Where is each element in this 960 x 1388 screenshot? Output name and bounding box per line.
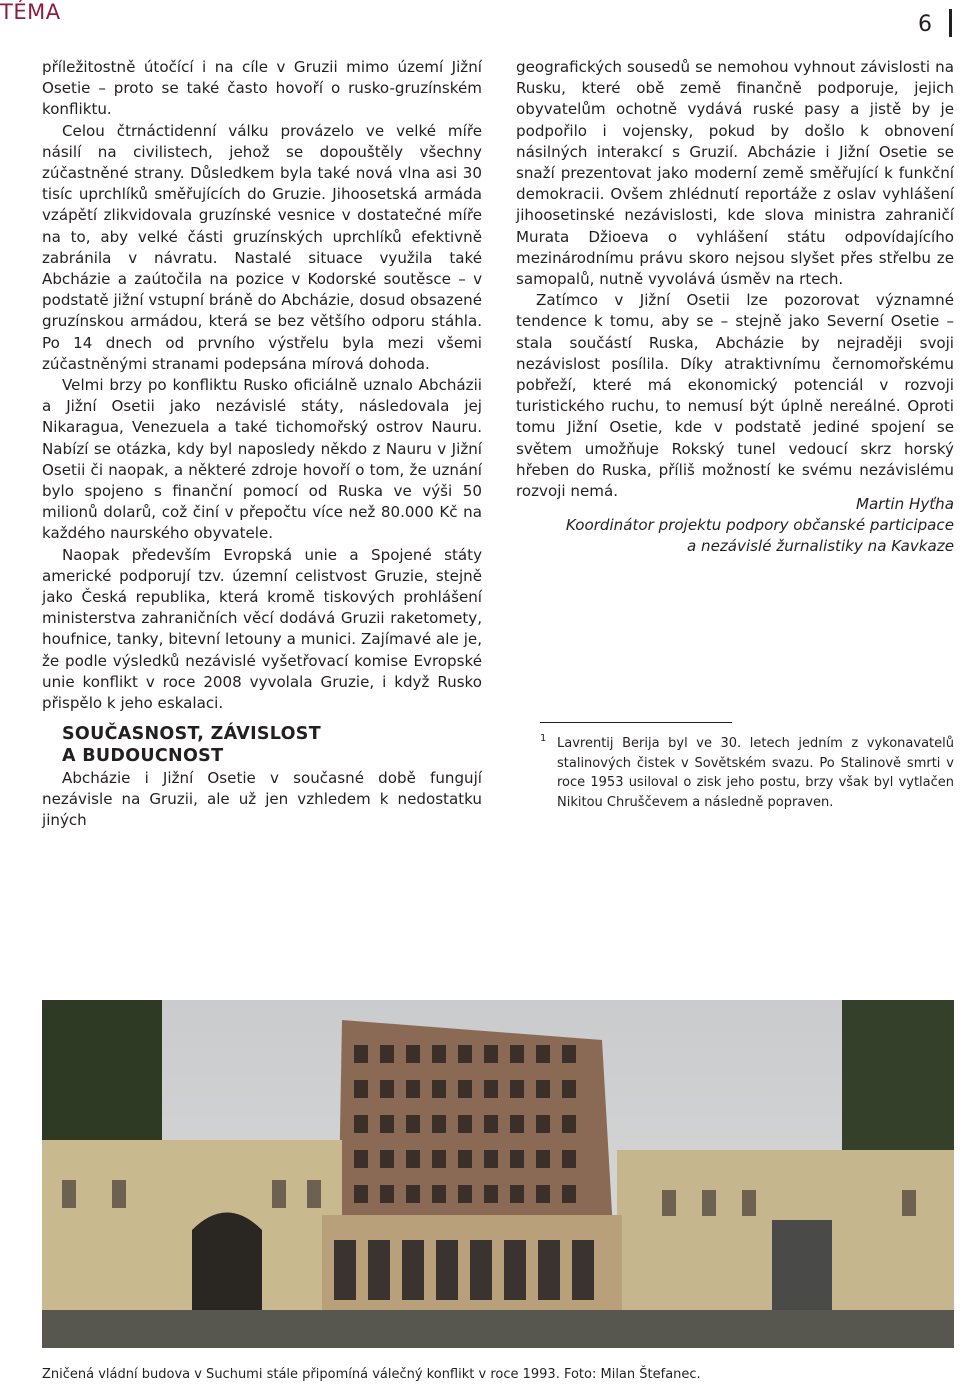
page-number-bar	[949, 9, 952, 37]
paragraph: Zatímco v Jižní Osetii lze pozorovat významné tendence k tomu, aby se – stejně jako Severní Osetie – stala součástí Ruska, Abcházie by nejraději svoji nezávislost posílila. Díky atraktivnímu černomořskému pobřeží, které má ekonomický potenciál v rozvoji turistického ruchu, to nemusí být úplně nereálné. Oproti tomu Jižní Osetie, kde v podstatě jediné spojení se světem umožňuje Rokský tunel vedoucí skrz horský hřeben do Ruska, příliš možností ke svému nezávislému rozvoji nemá.	[516, 291, 954, 501]
footnote-marker: 1	[540, 733, 547, 744]
paragraph: geografických sousedů se nemohou vyhnout závislosti na Rusku, které obě země finančně podporuje, jejich obyvatelům ochotně vydává ruské pasy a jistě by je podpořilo i vojensky, pokud by došlo k obnovení násilných interakcí s Gruzií. Abcházie i Jižní Osetie se snaží prezentovat jako moderní země směřující k funkční demokracii. Ovšem zhlédnutí reportáže z oslav vyhlášení jihoosetinské nezávislosti, kde slova ministra zahraničí Murata Džioeva o vyhlášení státu odpovídajícího mezinárodnímu právu skoro nejsou slyšet přes střelbu ze samopalů, nutně vyvolává úsměv na rtech.	[516, 58, 954, 289]
paragraph: příležitostně útočící i na cíle v Gruzii mimo území Jižní Osetie – proto se také často hovoří o rusko-gruzínském konfliktu.	[42, 58, 482, 119]
footnote-rule	[540, 722, 732, 723]
section-heading-line: SOUČASNOST, ZÁVISLOST	[62, 724, 321, 744]
footnote-text: Lavrentij Berija byl ve 30. letech jedním z vykonavatelů stalinových čistek v Sovětském svazu. Po Stalinově smrti v roce 1953 usiloval o zisk jeho postu, brzy však byl vytlačen Nikitou Chruščevem a následně popraven.	[557, 736, 954, 810]
trees-left	[42, 1000, 162, 1150]
ground	[42, 1310, 954, 1348]
author-role: Koordinátor projektu podpory občanské participace	[565, 516, 954, 535]
left-column	[42, 57, 482, 714]
author-name: Martin Hyťha	[856, 495, 954, 513]
author-role: a nezávislé žurnalistiky na Kavkaze	[686, 537, 954, 556]
page-number: 6	[918, 12, 932, 37]
paragraph: Abcházie i Jižní Osetie v současné době fungují nezávisle na Gruzii, ale už jen vzhledem k nedostatku jiných	[42, 769, 482, 830]
section-label: TÉMA	[0, 0, 61, 24]
monument	[772, 1220, 832, 1310]
footnote	[540, 734, 954, 812]
arched-gate	[192, 1213, 262, 1311]
section-heading	[62, 723, 462, 767]
photo-ruined-building	[42, 1000, 954, 1348]
section-heading-line: A BUDOUCNOST	[62, 746, 224, 766]
trees-right	[842, 1000, 954, 1150]
section-body	[42, 768, 482, 832]
paragraph: Naopak především Evropská unie a Spojené státy americké podporují tzv. územní celistvost Gruzie, stejně jako Česká republika, která kromě tiskových prohlášení ministerstva zahraničních věcí dodává Gruzii raketomety, houfnice, tanky, bitevní letouny a munici. Zajímavé ale je, že podle výsledků nezávislé vyšetřovací komise Evropské unie konflikt v roce 2008 vyvolala Gruzie, i když Rusko přispělo k jeho eskalaci.	[42, 545, 482, 713]
paragraph: Celou čtrnáctidenní válku provázelo ve velké míře násilí na civilistech, jehož se dopouštěly všechny zúčastněné strany. Důsledkem byla také nová vlna asi 30 tisíc uprchlíků směřujících do Gruzie. Jihoosetská armáda vzápětí zlikvidovala gruzínské vesnice v dostatečné míře na to, aby velké části gruzínských uprchlíků efektivně zabránila v návratu. Nastalé situace využila také Abcházie a zaútočila na pozice v Kodorské soutěsce – v podstatě jižní vstupní bráně do Abcházie, dosud obsazené gruzínskou armádou, která se bez většího odporu stáhla. Po 14 dnech od prvního výstřelu byla mezi všemi zúčastněnými stranami podepsána mírová dohoda.	[42, 121, 482, 373]
right-column	[516, 57, 954, 502]
author-signature	[516, 494, 954, 558]
paragraph: Velmi brzy po konfliktu Rusko oficiálně uznalo Abcházii a Jižní Osetii jako nezávislé státy, následovala jej Nikaragua, Venezuela a také tichomořský ostrov Nauru. Nabízí se otázka, kdy byl naposledy někdo z Nauru v Jižní Osetii či naopak, a některé zdroje hovoří o tom, že uznání bylo spojeno s finanční pomocí od Ruska ve výši 50 milionů dolarů, což činí v přepočtu více než 80.000 Kč na každého naurského obyvatele.	[42, 376, 482, 543]
photo-caption: Zničená vládní budova v Suchumi stále připomíná válečný konflikt v roce 1993. Foto: Milan Štefanec.	[42, 1367, 701, 1382]
